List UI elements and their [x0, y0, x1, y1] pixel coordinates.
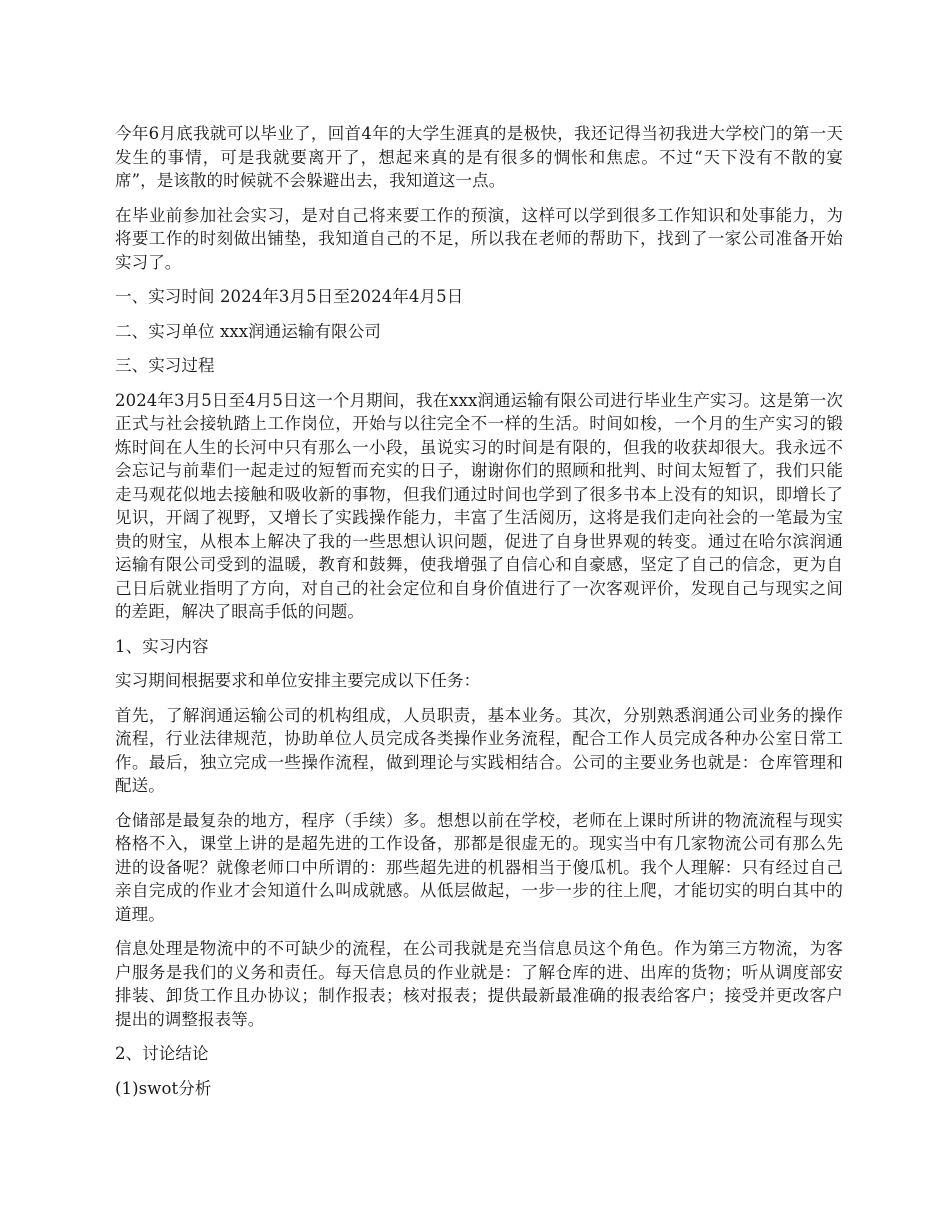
paragraph-tasks: 首先，了解润通运输公司的机构组成，人员职责，基本业务。其次，分别熟悉润通公司业务的操作流程，行业法律规范，协助单位人员完成各类操作业务流程，配合工作人员完成各种办公室日常工作。最后，独立完成一些操作流程，做到理论与实践相结合。公司的主要业务也就是：仓库管理和配送。	[115, 705, 843, 795]
paragraph-intro: 今年6月底我就可以毕业了，回首4年的大学生涯真的是极快，我还记得当初我进大学校门的第一天发生的事情，可是我就要离开了，想起来真的是有很多的惆怅和焦虑。不过“天下没有不散的宴席”，是该散的时候就不会躲避出去，我知道这一点。	[115, 124, 843, 190]
paragraph-process: 2024年3月5日至4月5日这一个月期间，我在xxx润通运输有限公司进行毕业生产实习。这是第一次正式与社会接轨踏上工作岗位，开始与以往完全不一样的生活。时间如梭，一个月的生产实习的锻炼时间在人生的长河中只有那么一小段，虽说实习的时间是有限的，但我的收获却很大。我永远不会忘记与前辈们一起走过的短暂而充实的日子，谢谢你们的照顾和批判、时间太短暂了，我们只能走马观花似地去接触和吸收新的事物，但我们通过时间也学到了很多书本上没有的知识，即增长了见识，开阔了视野，又增长了实践操作能力，丰富了生活阅历，这将是我们走向社会的一笔最为宝贵的财宝，从根本上解决了我的一些思想认识问题，促进了自身世界观的转变。通过在哈尔滨润通运输有限公司受到的温暖，教育和鼓舞，使我增强了自信心和自豪感，坚定了自己的信念，更为自己日后就业指明了方向，对自己的社会定位和自身价值进行了一次客观评价，发现自己与现实之间的差距，解决了眼高手低的问题。	[115, 390, 843, 621]
paragraph-purpose: 在毕业前参加社会实习，是对自己将来要工作的预演，这样可以学到很多工作知识和处事能力，为将要工作的时刻做出铺垫，我知道自己的不足，所以我在老师的帮助下，找到了一家公司准备开始实习了。	[115, 205, 843, 272]
heading-swot: (1)swot分析	[115, 1078, 212, 1098]
heading-internship-process: 三、实习过程	[115, 356, 215, 375]
document-body	[115, 122, 843, 1111]
heading-internship-unit: 二、实习单位 xxx润通运输有限公司	[115, 321, 381, 341]
paragraph-information: 信息处理是物流中的不可缺少的流程，在公司我就是充当信息员这个角色。作为第三方物流，为客户服务是我们的义务和责任。每天信息员的作业就是：了解仓库的进、出库的货物；听从调度部安排装、卸货工作且办协议；制作报表；核对报表；提供最新最准确的报表给客户；接受并更改客户提出的调整报表等。	[115, 939, 843, 1029]
paragraph-warehouse: 仓储部是最复杂的地方，程序（手续）多。想想以前在学校，老师在上课时所讲的物流流程与现实格格不入，课堂上讲的是超先进的工作设备，那都是很虚无的。现实当中有几家物流公司有那么先进的设备呢？就像老师口中所谓的：那些超先进的机器相当于傻瓜机。我个人理解：只有经过自己亲自完成的作业才会知道什么叫成就感。从低层做起，一步一步的往上爬，才能切实的明白其中的道理。	[115, 810, 843, 924]
heading-internship-content: 1、实习内容	[115, 636, 209, 656]
paragraph-tasks-intro: 实习期间根据要求和单位安排主要完成以下任务：	[115, 671, 481, 690]
heading-discussion: 2、讨论结论	[115, 1044, 209, 1063]
heading-internship-time: 一、实习时间 2024年3月5日至2024年4月5日	[115, 287, 464, 306]
